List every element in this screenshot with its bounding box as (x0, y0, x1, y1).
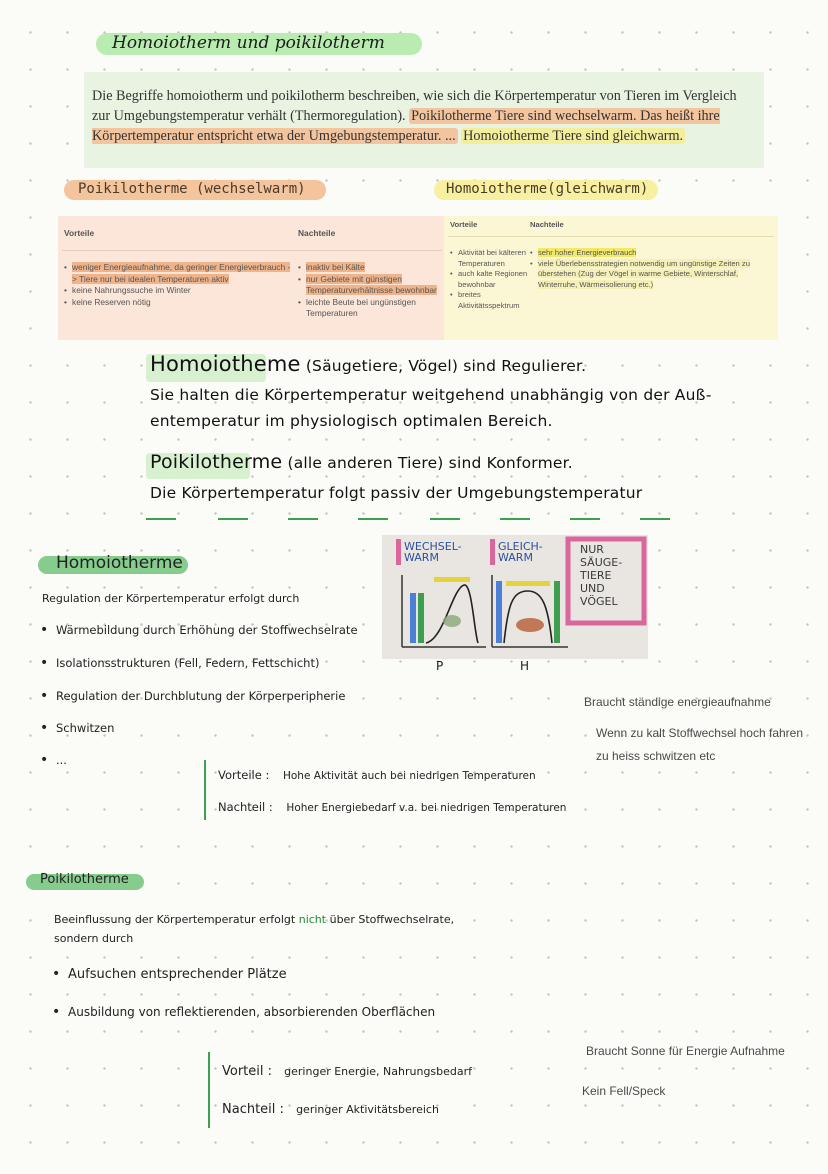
poik-statement-rest: (alle anderen Tiere) sind Konformer. (287, 454, 573, 472)
homo-vorteile (218, 768, 536, 782)
homo-vorteile-label: Vorteile : (218, 768, 270, 782)
poik-bullet: • Aufsuchen entsprechender Plätze (52, 966, 287, 982)
homo-word: Homoiotheme (150, 352, 301, 376)
list-item: • keine Reserven nötig (64, 297, 292, 309)
poik-nachteil-text: geringer Aktivitätsbereich (296, 1103, 439, 1116)
poik-vorteil-label: Vorteil : (222, 1064, 273, 1079)
poik-intro (54, 913, 454, 926)
homo-statement-line3: entemperatur im physiologisch optimalen Bereich. (150, 412, 553, 430)
homo-bullet: • Isolationsstrukturen (Fell, Federn, Fettschicht) (40, 655, 320, 671)
diagram-label-h: H (520, 659, 530, 673)
h-blue-bar (496, 581, 502, 643)
homo-statement-line2: Sie halten die Körpertemperatur weitgehend unabhängig von der Auß- (150, 386, 712, 404)
label-wechsel: WECHSEL- WARM (404, 540, 462, 564)
list-item: • keine Nahrungssuche im Winter (64, 285, 292, 297)
gleich-marker (490, 539, 495, 565)
homo-nachteil-text: Hoher Energiebedarf v.a. bei niedrigen Temperaturen (286, 802, 567, 814)
list-item: • breites Aktivitätsspektrum (450, 290, 528, 311)
h-green-bar (554, 581, 560, 643)
p-blue-bar (410, 593, 416, 643)
homo-note-3: zu heiss schwitzen etc (596, 749, 716, 763)
poik-intro-c: sondern durch (54, 932, 134, 945)
page-title: Homoiotherm und poikilotherm (112, 33, 385, 53)
poik-table (58, 216, 444, 340)
intro-paragraph (92, 86, 754, 146)
homo-note-1: Braucht ständige energieaufnahme (584, 695, 771, 709)
homo-vorteile-text: Hohe Aktivität auch bei niedrigen Temperaturen (282, 770, 536, 782)
poik-vorteile-list (64, 262, 292, 308)
divider-dash (146, 518, 176, 520)
list-item: • sehr hoher Energieverbrauch (530, 248, 774, 259)
poik-heading: Poikilotherme (40, 872, 129, 887)
homo-bullet: • ... (40, 752, 67, 768)
label-nur: NUR SÄUGE- TIERE UND VÖGEL (580, 543, 623, 608)
divider-dash (640, 518, 670, 520)
homo-statement-rest: (Säugetiere, Vögel) sind Regulierer. (305, 357, 587, 375)
poik-statement (150, 451, 573, 473)
list-item: • inaktiv bei Kälte (298, 262, 440, 274)
list-item: • weniger Energieaufnahme, da geringer Energieverbrauch -> Tiere nur bei idealen Temperaturen aktiv (64, 262, 292, 285)
homo-col-nachteile: Nachteile (530, 220, 564, 229)
homo-nachteile-list (530, 248, 774, 290)
list-item: • viele Überlebensstrategien notwendig um ungünstige Zeiten zu überstehen (Zug der Vögel in warme Gebiete, Winterschlaf, Winterruhe, Wärmeisolierung etc.) (530, 259, 774, 291)
poik-bullet: • Ausbildung von reflektierenden, absorbierenden Oberflächen (52, 1004, 436, 1020)
poik-intro-nicht: nicht (298, 913, 327, 926)
poik-section-title: Poikilotherme (wechselwarm) (78, 181, 306, 197)
divider-dash (218, 518, 248, 520)
poik-nachteil (222, 1102, 439, 1117)
homo-intro: Regulation der Körpertemperatur erfolgt durch (42, 592, 300, 605)
homo-statement (150, 352, 586, 376)
homo-bullet: • Regulation der Durchblutung der Körperperipherie (40, 688, 346, 704)
list-item: • nur Gebiete mit günstigen Temperaturverhältnisse bewohnbar (298, 274, 440, 297)
poik-statement-line2: Die Körpertemperatur folgt passiv der Umgebungstemperatur (150, 484, 643, 502)
homo-table (444, 216, 778, 340)
poik-vorteil (222, 1064, 472, 1079)
divider-dash (570, 518, 600, 520)
poik-intro-a: Beeinflussung der Körpertemperatur erfolgt (54, 913, 296, 926)
poik-note-1: Braucht Sonne für Energie Aufnahme (586, 1044, 785, 1058)
divider-dash (500, 518, 530, 520)
list-item: • Aktivität bei kälteren Temperaturen (450, 248, 528, 269)
diagram-label-p: P (436, 659, 444, 673)
divider-dash (430, 518, 460, 520)
intro-homo-highlight: Homoiotherme Tiere sind gleichwarm. (463, 128, 684, 144)
divider-dash (288, 518, 318, 520)
wechsel-marker (396, 539, 401, 565)
poik-note-2: Kein Fell/Speck (582, 1084, 666, 1098)
label-gleich: GLEICH- WARM (498, 540, 543, 564)
list-item: • leichte Beute bei ungünstigen Temperaturen (298, 297, 440, 320)
poik-vorteil-text: geringer Energie, Nahrungsbedarf (284, 1065, 473, 1078)
homo-col-vorteile: Vorteile (450, 220, 478, 229)
thermo-diagram (382, 535, 648, 659)
homo-vorteile-list (450, 248, 528, 312)
h-animal (516, 618, 544, 632)
homo-note-2: Wenn zu kalt Stoffwechsel hoch fahren (596, 726, 804, 740)
poik-nachteile-list (298, 262, 440, 320)
homo-section-title: Homoiotherme(gleichwarm) (446, 181, 649, 197)
poik-nachteil-label: Nachteil : (222, 1102, 284, 1117)
intro-box (84, 72, 764, 168)
poik-intro-b: über Stoffwechselrate, (329, 913, 455, 926)
homo-heading: Homoiotherme (56, 553, 183, 573)
p-green-bar (418, 593, 424, 643)
h-yellow-band (506, 581, 550, 586)
homo-table-divider (448, 236, 774, 237)
homo-bullet: • Schwitzen (40, 720, 115, 736)
homo-nachteil-label: Nachteil : (218, 800, 273, 814)
poik-table-divider (62, 250, 442, 251)
homo-bullet: • Wärmebildung durch Erhöhung der Stoffwechselrate (40, 622, 358, 638)
homo-nachteil (218, 800, 566, 814)
poik-col-nachteile: Nachteile (298, 228, 336, 238)
poik-proscons-line (208, 1052, 210, 1128)
p-yellow-band (434, 577, 470, 582)
p-animal (443, 615, 461, 627)
divider-dash (358, 518, 388, 520)
poik-word: Poikilotherme (150, 451, 283, 473)
intro-plain: Die Begriffe homoiotherm und poikilotherm beschreiben, wie sich die Körpertemperatur von Tieren im Vergleich zur Umgebungstemperatur verhält (Thermoregulation). (92, 88, 737, 124)
homo-proscons-line (204, 760, 206, 820)
intro-poik-highlight: Poikilotherme Tiere sind wechselwarm. Das heißt ihre Körpertemperatur entspricht etwa der Umgebungstemperatur. ... (92, 108, 720, 144)
poik-col-vorteile: Vorteile (64, 228, 95, 238)
list-item: • auch kalte Regionen bewohnbar (450, 269, 528, 290)
